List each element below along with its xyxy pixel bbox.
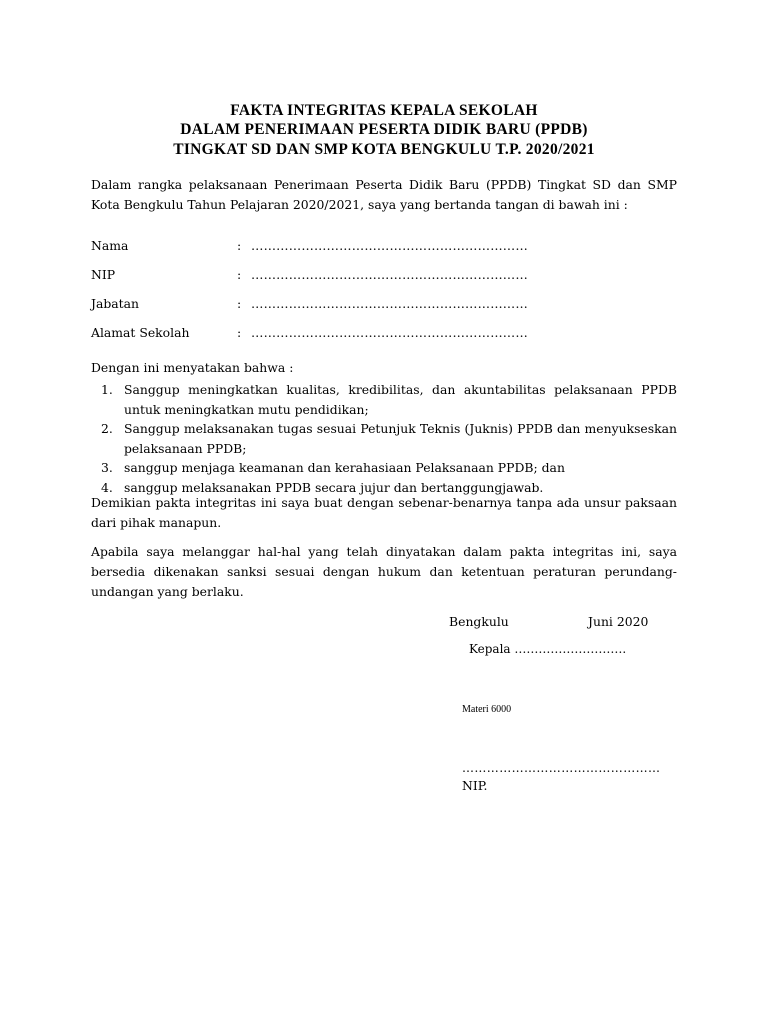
signature-nip: NIP. <box>462 778 488 793</box>
field-label: Jabatan <box>91 296 140 311</box>
document-title-line-3: TINGKAT SD DAN SMP KOTA BENGKULU T.P. 2020/2021 <box>173 141 595 158</box>
signature-name-line: ………………………………………… <box>462 761 661 775</box>
list-item <box>91 458 677 478</box>
field-blank: ………………………………………………………… <box>251 267 528 282</box>
list-text: Sanggup melaksanakan tugas sesuai Petunjuk Teknis (Juknis) PPDB dan menyukseskan pelaksanaan PPDB; <box>124 421 677 456</box>
field-colon: : <box>237 238 242 253</box>
document-title-line-1: FAKTA INTEGRITAS KEPALA SEKOLAH <box>230 102 538 119</box>
field-blank: ………………………………………………………… <box>251 296 528 311</box>
closing-paragraph-1: Demikian pakta integritas ini saya buat dengan sebenar-benarnya tanpa ada unsur paksaan dari pihak manapun. <box>91 495 677 530</box>
field-colon: : <box>237 296 242 311</box>
list-item <box>91 380 677 419</box>
intro-paragraph: Dalam rangka pelaksanaan Penerimaan Peserta Didik Baru (PPDB) Tingkat SD dan SMP Kota Bengkulu Tahun Pelajaran 2020/2021, saya yang bertanda tangan di bawah ini : <box>91 177 677 212</box>
list-text: Sanggup meningkatkan kualitas, kredibilitas, dan akuntabilitas pelaksanaan PPDB untuk meningkatkan mutu pendidikan; <box>124 382 677 417</box>
list-number: 1. <box>101 382 113 397</box>
document-title-line-2: DALAM PENERIMAAN PESERTA DIDIK BARU (PPDB) <box>180 121 588 138</box>
list-number: 4. <box>101 479 113 495</box>
field-label: Nama <box>91 238 129 253</box>
declaration-lead: Dengan ini menyatakan bahwa : <box>91 360 294 375</box>
list-text: sanggup melaksanakan PPDB secara jujur dan bertanggungjawab. <box>124 479 544 495</box>
field-colon: : <box>237 267 242 282</box>
field-alamat-sekolah <box>91 323 677 343</box>
field-label: NIP <box>91 267 116 282</box>
list-number: 2. <box>101 421 113 436</box>
signature-date: Juni 2020 <box>588 614 649 629</box>
list-text: sanggup menjaga keamanan dan kerahasiaan Pelaksanaan PPDB; dan <box>124 460 565 475</box>
field-blank: ………………………………………………………… <box>251 238 528 253</box>
declaration-list <box>91 380 677 497</box>
signature-city: Bengkulu <box>449 614 509 629</box>
closing-paragraph-2: Apabila saya melanggar hal-hal yang telah dinyatakan dalam pakta integritas ini, saya bersedia dikenakan sanksi sesuai dengan hukum dan ketentuan peraturan perundang-undangan yang berlaku. <box>91 544 677 599</box>
field-label: Alamat Sekolah <box>91 325 190 340</box>
list-number: 3. <box>101 460 113 475</box>
materai-label: Materi 6000 <box>462 704 512 715</box>
field-colon: : <box>237 325 242 340</box>
list-item <box>91 419 677 458</box>
signature-position: Kepala ………………………. <box>469 642 627 656</box>
field-jabatan <box>91 294 677 314</box>
field-nip <box>91 265 677 285</box>
field-nama <box>91 236 677 256</box>
field-blank: ………………………………………………………… <box>251 325 528 340</box>
